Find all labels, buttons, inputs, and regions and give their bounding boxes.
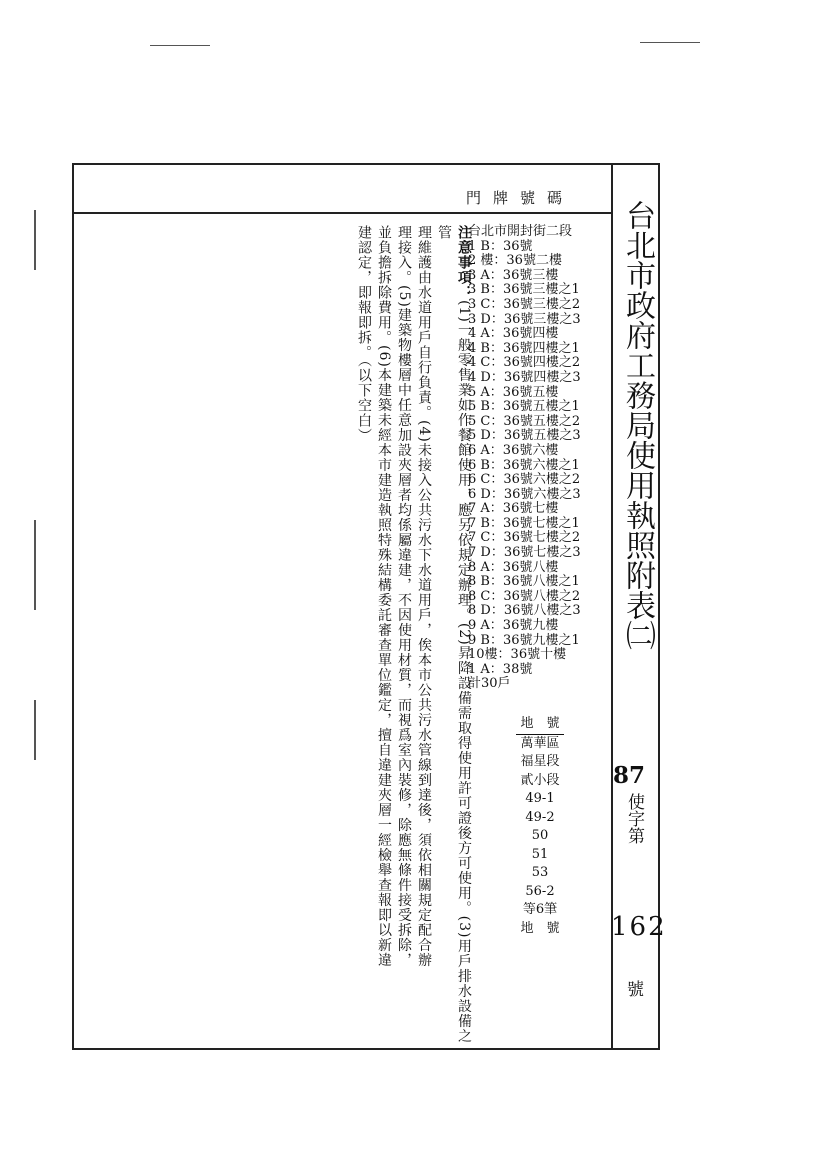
document-title-suffix: ㈡ bbox=[620, 620, 655, 650]
lot-line: 萬華區 bbox=[520, 735, 560, 751]
address-row: 4 A：36號四樓 bbox=[468, 326, 559, 342]
lot-line: 地 號 bbox=[520, 920, 560, 936]
lot-line: 貳小段 bbox=[520, 772, 560, 788]
address-row: 2 樓：36號二樓 bbox=[468, 253, 562, 269]
address-row: 8 D：36號八樓之3 bbox=[468, 603, 581, 619]
notes-line: 建認定，即報即拆。（以下空白） bbox=[356, 225, 372, 443]
address-row: 7 D：36號七樓之3 bbox=[468, 545, 581, 561]
address-row: 3 B：36號三樓之1 bbox=[468, 282, 580, 298]
lot-line: 福星段 bbox=[520, 754, 560, 769]
scan-artifact bbox=[34, 700, 36, 760]
lot-line: 49-2 bbox=[525, 809, 555, 825]
document-title bbox=[618, 200, 654, 650]
address-row: 5 B：36號五樓之1 bbox=[468, 399, 580, 415]
document-title-text: 台北市政府工務局使用執照附表 bbox=[620, 200, 655, 620]
address-row: 10樓：36號十樓 bbox=[468, 647, 567, 663]
address-row: 5 C：36號五樓之2 bbox=[468, 413, 581, 429]
address-row: 8 A：36號八樓 bbox=[468, 559, 559, 575]
address-list bbox=[468, 225, 598, 692]
permit-label: 使字第 bbox=[624, 793, 644, 844]
address-row: 台北市開封街二段 bbox=[468, 224, 573, 239]
address-row: 4 C：36號四樓之2 bbox=[468, 355, 581, 371]
address-row: 3 A：36號三樓 bbox=[468, 267, 559, 283]
permit-suffix: 號 bbox=[627, 980, 644, 1000]
address-row: 1 B：36號 bbox=[468, 238, 533, 254]
notes-line: 理接入。(5)建築物樓層中任意加設夾層者均係屬違建，不因使用材質，而視爲室內裝修，除應無條件接受拆除， bbox=[396, 225, 412, 968]
notes-line: (1)一般零售業如作餐館使用，應另依規定辦理。(2)昇降設備需取得使用許可證後方可使用。(3)用戶排水設備之管 bbox=[436, 225, 472, 1044]
address-row: 3 D：36號三樓之3 bbox=[468, 311, 581, 327]
notes-line: 並負擔拆除費用。(6)本建築未經本市建造執照特殊結構委託審查單位鑑定，擅自違建夾層一經檢舉查報即以新違 bbox=[376, 225, 392, 968]
notes-line: 理維護由水道用戶自行負責。(4)未接入公共污水下水道用戶，俟本市公共污水管線到達後，須依相關規定配合辦 bbox=[416, 225, 432, 968]
address-row: 8 B：36號八樓之1 bbox=[468, 574, 580, 590]
lot-line: 等6筆 bbox=[522, 902, 558, 917]
address-row: 4 D：36號四樓之3 bbox=[468, 369, 581, 385]
scan-artifact bbox=[34, 520, 36, 610]
address-row: 7 C：36號七樓之2 bbox=[468, 530, 581, 546]
address-row: 5 D：36號五樓之3 bbox=[468, 428, 581, 444]
notes-section bbox=[354, 225, 474, 1045]
column-header: 門牌號碼 bbox=[465, 189, 574, 207]
address-total: 計30戶 bbox=[468, 676, 511, 692]
address-row: 6 A：36號六樓 bbox=[468, 442, 559, 458]
address-row: 6 B：36號六樓之1 bbox=[468, 457, 580, 473]
lot-header: 地 號 bbox=[516, 715, 563, 735]
lot-line: 53 bbox=[531, 865, 549, 880]
address-row: 1 A：38號 bbox=[468, 661, 533, 677]
notes-title: 注意事項： bbox=[456, 225, 472, 300]
address-row: 5 A：36號五樓 bbox=[468, 384, 559, 400]
lot-line: 50 bbox=[531, 828, 549, 843]
address-row: 3 C：36號三樓之2 bbox=[468, 296, 581, 312]
header-divider bbox=[72, 212, 611, 214]
scan-artifact bbox=[640, 42, 700, 43]
lot-line: 49-1 bbox=[525, 791, 555, 806]
address-row: 8 C：36號八樓之2 bbox=[468, 588, 581, 604]
address-row: 9 B：36號九樓之1 bbox=[468, 632, 580, 648]
scan-artifact bbox=[150, 45, 210, 46]
lot-line: 51 bbox=[531, 846, 549, 862]
address-row: 4 B：36號四樓之1 bbox=[468, 340, 580, 356]
address-row: 7 A：36號七樓 bbox=[468, 501, 559, 517]
address-row: 6 D：36號六樓之3 bbox=[468, 486, 581, 502]
lot-number-block bbox=[500, 715, 580, 938]
address-row: 6 C：36號六樓之2 bbox=[468, 472, 581, 488]
address-row: 9 A：36號九樓 bbox=[468, 618, 559, 634]
lot-line: 56-2 bbox=[525, 883, 555, 899]
permit-year: 87 bbox=[613, 762, 646, 789]
address-row: 7 B：36號七樓之1 bbox=[468, 515, 580, 531]
permit-number: 162 bbox=[611, 912, 667, 942]
scan-artifact bbox=[34, 210, 36, 270]
